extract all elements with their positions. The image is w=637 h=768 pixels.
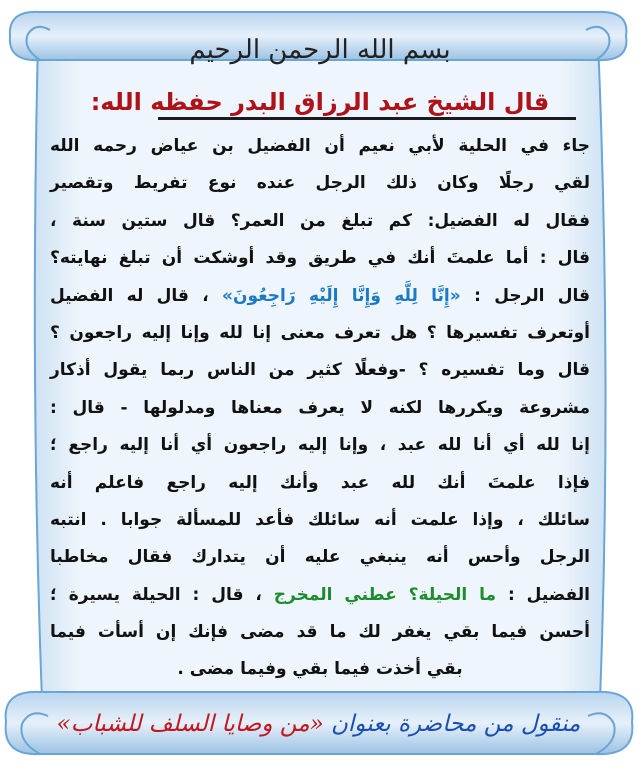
text-line: لقي رجلًا وكان ذلك الرجل عنده نوع تفريط وتقصير xyxy=(50,173,590,194)
text-line: أوتعرف تفسيرها ؟ هل تعرف معنى إنا لله وإنا إليه راجعون ؟ xyxy=(50,322,590,343)
text-line: سائلك ، وإذا علمت أنه سائلك فأعد للمسألة جوابا . انتبه xyxy=(50,509,590,530)
footer-prefix: منقول من محاضرة بعنوان xyxy=(331,711,581,737)
text-line: جاء في الحلية لأبي نعيم أن الفضيل بن عياض رحمه الله xyxy=(50,136,590,156)
text-line: الرجل وأحس أنه ينبغي عليه أن يتدارك فقال مخاطبا xyxy=(50,547,590,568)
article-body xyxy=(40,128,600,689)
line-segment: الفضيل : xyxy=(496,584,590,605)
title-underline xyxy=(158,117,576,120)
line-segment: ، قال له الفضيل xyxy=(50,285,223,306)
source-footer xyxy=(0,700,637,748)
text-line xyxy=(40,278,600,315)
text-line xyxy=(40,577,600,614)
basmala-calligraphy: بسم الله الرحمن الرحيم xyxy=(189,35,451,65)
text-line: أحسن فيما بقي يغفر لك ما قد مضى فإنك إن أسأت فيما xyxy=(50,622,590,643)
text-line: قال : أما علمتَ أنك في طريق وقد أوشكت أن تبلغ نهايته؟ xyxy=(50,248,590,269)
text-line: مشروعة ويكررها لكنه لا يعرف معناها ومدلولها - قال : xyxy=(50,397,590,418)
text-line: فإذا علمتَ أنك لله عبد وأنك إليه راجع فاعلم أنه xyxy=(50,472,590,493)
line-segment: ، قال : الحيلة يسيرة ؛ xyxy=(50,584,274,605)
page-title: قال الشيخ عبد الرزاق البدر حفظه الله: xyxy=(90,88,550,116)
text-line: فقال له الفضيل: كم تبلغ من العمر؟ قال ستين سنة ، xyxy=(50,210,590,231)
quran-quote: «إِنَّا لِلَّهِ وَإِنَّا إِلَيْهِ رَاجِعُونَ» xyxy=(222,285,461,306)
text-line: قال وما تفسيره ؟ -وفعلًا كثير من الناس ربما يقول أذكار xyxy=(50,360,590,381)
footer-lecture-title: «من وصايا السلف للشباب» xyxy=(56,711,324,737)
scroll-content xyxy=(40,0,600,768)
line-segment: قال الرجل : xyxy=(460,285,590,306)
highlighted-phrase: ما الحيلة؟ عطني المخرج xyxy=(273,584,497,605)
text-line: إنا لله أي أنا لله عبد ، وإنا إليه راجعون أي أنا إليه راجع ؛ xyxy=(50,435,590,456)
text-line: بقي أخذت فيما بقي وفيما مضى . xyxy=(177,659,463,680)
